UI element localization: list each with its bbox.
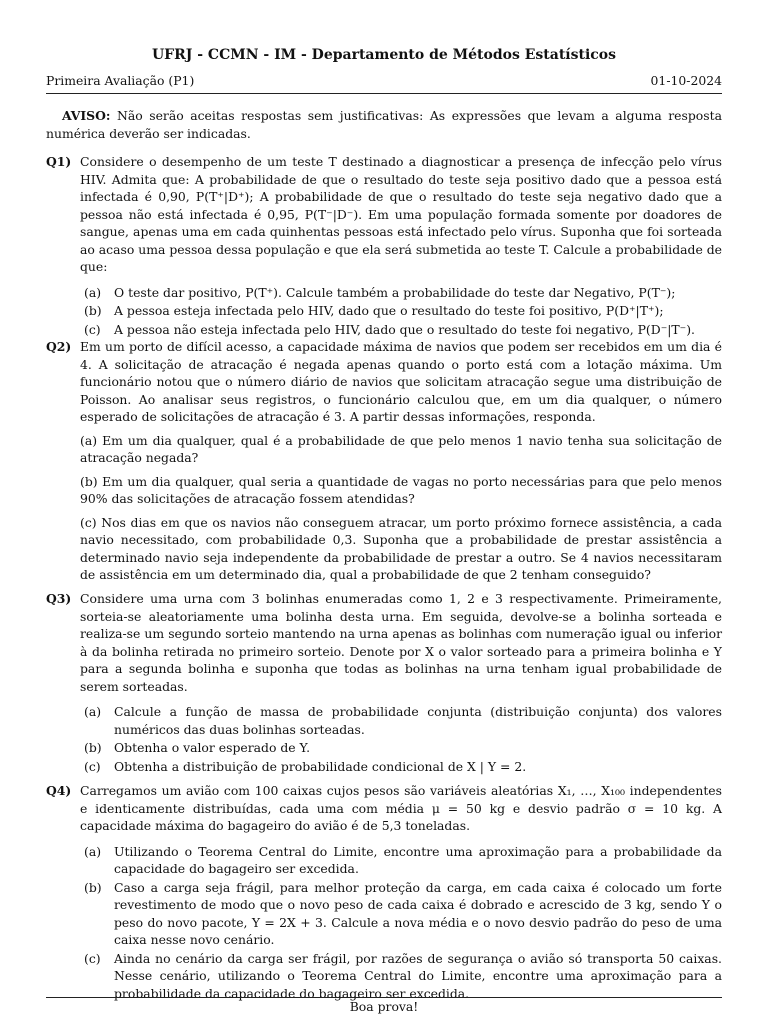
sub-item: [80, 514, 722, 584]
exam-date: 01-10-2024: [650, 73, 722, 88]
question-label: Q2): [46, 339, 72, 354]
sub-item: [84, 843, 722, 878]
sub-item-label: (a): [80, 432, 98, 448]
sub-item-text: Nos dias em que os navios não conseguem atracar, um porto próximo fornece assistência, a cada navio necessitado, com probabilidade 0,3. Suponha que a probabilidade de prestar assistência a determinado navio seja independente da probabilidade de prestar a outro. Se 4 navios necessitaram de assistência em um determinado dia, qual a probabilidade de que 2 tenham conseguido?: [80, 514, 722, 582]
question-text: Considere uma urna com 3 bolinhas enumeradas como 1, 2 e 3 respectivamente. Primeiramente, sorteia-se aleatoriamente uma bolinha desta urna. Em seguida, devolve-se a bolinha sorteada e realiza-se um segundo sorteio mantendo na urna apenas as bolinhas com numeração igual ou inferior à da bolinha retirada no primeiro sorteio. Denote por X o valor sorteado para a primeira bolinha e Y para a segunda bolinha e suponha que todas as bolinhas na urna tenham igual probabilidade de serem sorteadas.: [80, 591, 722, 694]
notice-text: Não serão aceitas respostas sem justificativas: As expressões que levam a alguma resposta numérica deverão ser indicadas.: [46, 108, 722, 141]
question-label: Q4): [46, 783, 72, 798]
sub-item: [80, 432, 722, 467]
sub-item: [80, 473, 722, 508]
sub-item: [84, 284, 722, 302]
exam-name: Primeira Avaliação (P1): [46, 73, 195, 88]
notice: [46, 107, 722, 142]
sub-item: [84, 950, 722, 1003]
notice-label: AVISO:: [62, 108, 111, 123]
question-3: [46, 590, 722, 776]
sub-item-label: (b): [84, 879, 102, 895]
sub-item-text: Caso a carga seja frágil, para melhor proteção da carga, em cada caixa é colocado um forte revestimento de modo que o novo peso de cada caixa é dobrado e acrescido de 3 kg, sendo Y o peso do novo pacote, Y = 2X + 3. Calcule a nova média e o novo desvio padrão do peso de uma caixa nesse novo cenário.: [114, 879, 722, 947]
sub-item-label: (a): [84, 843, 102, 859]
question-label: Q1): [46, 154, 72, 169]
sub-item-text: O teste dar positivo, P(T⁺). Calcule também a probabilidade do teste dar Negativo, P(T⁻);: [114, 284, 676, 300]
sub-item: [84, 703, 722, 738]
question-4: [46, 782, 722, 1003]
sub-item-text: Utilizando o Teorema Central do Limite, encontre uma aproximação para a probabilidade da capacidade do bagageiro ser excedida.: [114, 843, 722, 876]
sub-item-label: (c): [84, 321, 101, 337]
sub-item: [84, 321, 722, 339]
exam-subheader: [46, 72, 722, 90]
question-1: [46, 153, 722, 339]
sub-item-text: A pessoa esteja infectada pelo HIV, dado que o resultado do teste foi positivo, P(D⁺|T⁺);: [114, 303, 664, 318]
footer-text: Boa prova!: [349, 999, 419, 1014]
sub-item-text: Obtenha o valor esperado de Y.: [114, 740, 311, 755]
sub-item: [84, 758, 722, 776]
question-label: Q3): [46, 591, 72, 606]
sub-item: [84, 879, 722, 949]
sub-item: [84, 302, 722, 320]
sub-item-text: Em um dia qualquer, qual seria a quantidade de vagas no porto necessárias para que pelo menos 90% das solicitações de atracação fossem atendidas?: [80, 473, 722, 506]
sub-item-label: (a): [84, 284, 102, 300]
sub-item-text: Ainda no cenário da carga ser frágil, por razões de segurança o avião só transporta 50 caixas. Nesse cenário, utilizando o Teorema Central do Limite, encontre uma aproximação para a probabilidade da capacidade do bagageiro ser excedida.: [114, 950, 722, 1001]
sub-item-label: (c): [84, 950, 101, 966]
sub-item-label: (b): [80, 473, 98, 489]
sub-item-text: Obtenha a distribuição de probabilidade condicional de X | Y = 2.: [114, 758, 527, 774]
sub-item-text: Em um dia qualquer, qual é a probabilidade de que pelo menos 1 navio tenha sua solicitação de atracação negada?: [80, 432, 722, 465]
sub-item-label: (b): [84, 303, 102, 318]
sub-item-text: Calcule a função de massa de probabilidade conjunta (distribuição conjunta) dos valores numéricos das duas bolinhas sorteadas.: [114, 704, 722, 737]
page-title: UFRJ - CCMN - IM - Departamento de Métodos Estatísticos: [151, 47, 617, 63]
sub-item-label: (b): [84, 740, 102, 755]
header-rule: [46, 93, 722, 94]
sub-item-label: (c): [84, 758, 101, 774]
question-text: Carregamos um avião com 100 caixas cujos pesos são variáveis aleatórias X₁, …, X₁₀₀ independentes e identicamente distribuídas, cada uma com média μ = 50 kg e desvio padrão σ = 10 kg. A capacidade máxima do bagageiro do avião é de 5,3 toneladas.: [80, 783, 722, 833]
sub-item-text: A pessoa não esteja infectada pelo HIV, dado que o resultado do teste foi negativo, P(D⁻|T⁻).: [114, 321, 695, 337]
sub-item-label: (a): [84, 704, 102, 719]
sub-item-label: (c): [80, 514, 97, 530]
question-text: Em um porto de difícil acesso, a capacidade máxima de navios que podem ser recebidos em um dia é 4. A solicitação de atracação é negada apenas quando o porto está com a lotação máxima. Um funcionário notou que o número diário de navios que solicitam atracação segue uma distribuição de Poisson. Ao analisar seus registros, o funcionário calculou que, em um dia qualquer, o número esperado de solicitações de atracação é 3. A partir dessas informações, responda.: [80, 339, 722, 424]
question-2: [46, 338, 722, 584]
sub-item: [84, 739, 722, 757]
question-text: Considere o desempenho de um teste T destinado a diagnosticar a presença de infecção pelo vírus HIV. Admita que: A probabilidade de que o resultado do teste seja positivo dado que a pessoa está infectada é 0,90, P(T⁺|D⁺); A probabilidade de que o resultado do teste seja negativo dado que a pessoa não está infectada é 0,95, P(T⁻|D⁻). Em uma população formada somente por doadores de sangue, apenas uma em cada quinhentas pessoas está infectado pelo vírus. Suponha que foi sorteada ao acaso uma pessoa dessa população e que ela será submetida ao teste T. Calcule a probabilidade de que:: [80, 154, 722, 274]
